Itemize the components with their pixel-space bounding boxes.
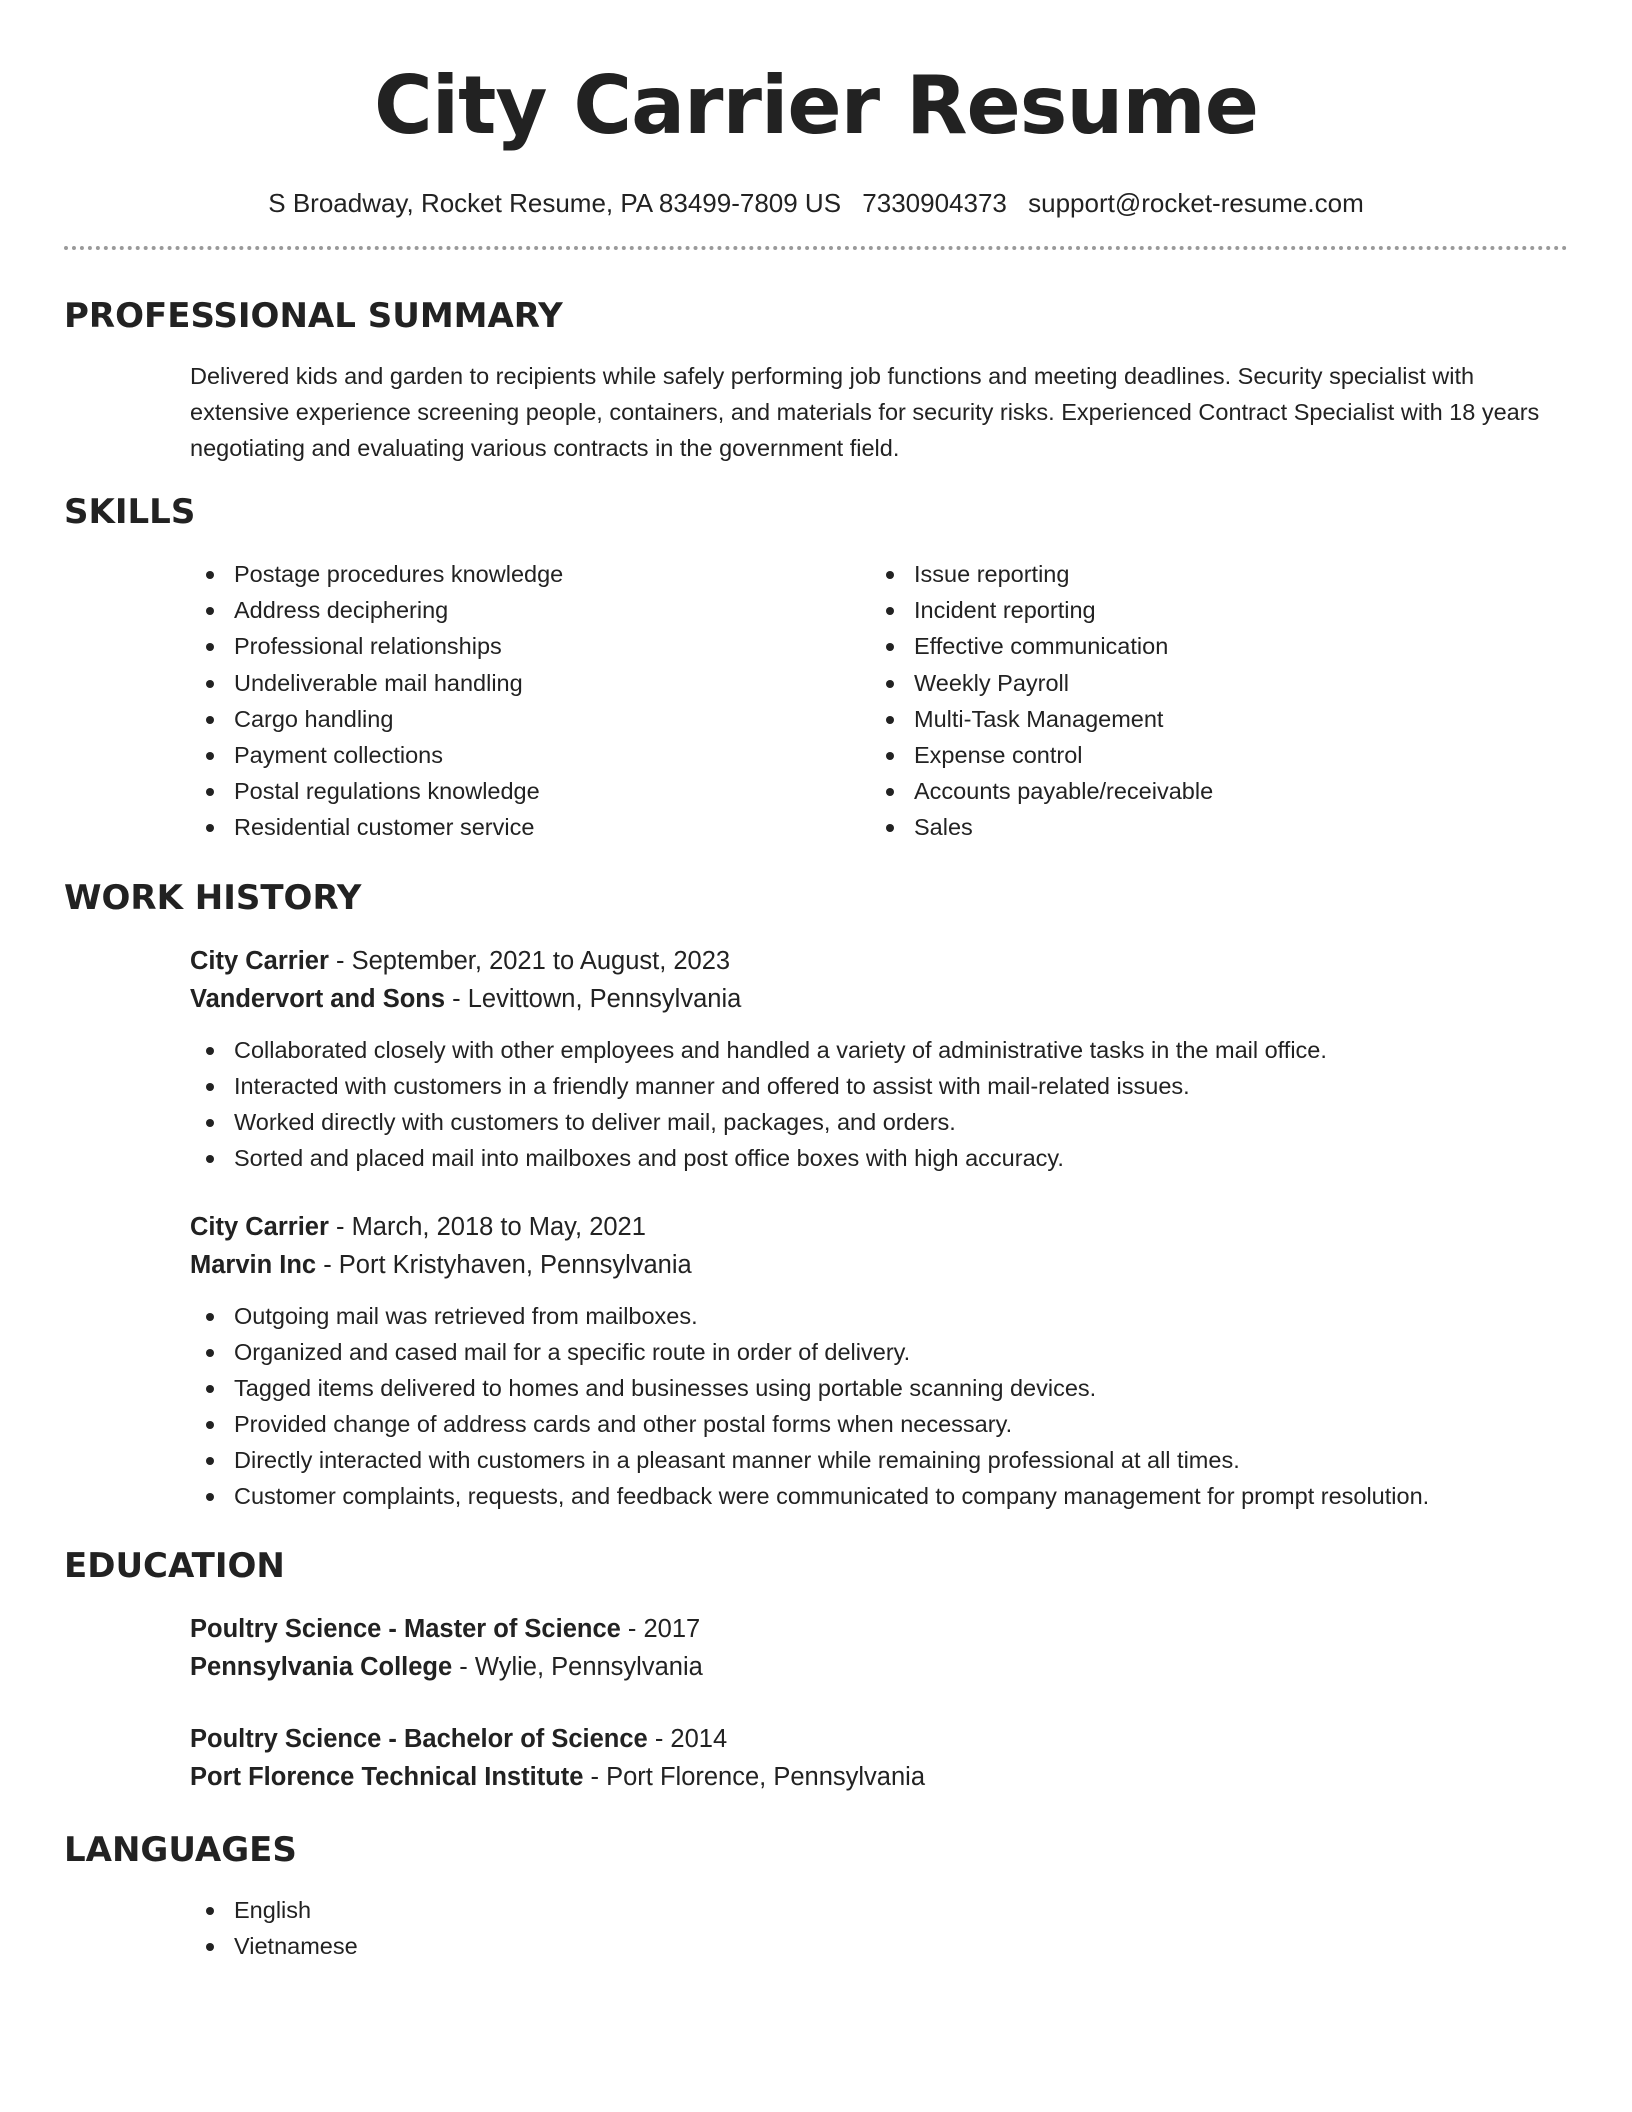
job-duty-item: Interacted with customers in a friendly manner and offered to assist with mail-related issues.: [190, 1068, 1568, 1104]
job-duty-item: Tagged items delivered to homes and businesses using portable scanning devices.: [190, 1370, 1568, 1406]
skill-item: Expense control: [870, 737, 1550, 773]
resume-title: City Carrier Resume: [373, 59, 1258, 152]
job-role-line: [190, 942, 1568, 980]
skill-item: Cargo handling: [190, 701, 870, 737]
skills-column-right: [870, 556, 1550, 846]
job-duties: [190, 1032, 1568, 1176]
languages-list: [190, 1892, 1568, 1964]
skill-item: Issue reporting: [870, 556, 1550, 592]
skill-item: Professional relationships: [190, 628, 870, 664]
resume-page: [64, 0, 1568, 1964]
education-heading: EDUCATION: [64, 1545, 285, 1586]
job-entry: [190, 1208, 1568, 1514]
school: Pennsylvania College: [190, 1652, 453, 1681]
languages-heading: LANGUAGES: [64, 1829, 297, 1870]
skill-item: Incident reporting: [870, 592, 1550, 628]
skill-item: Sales: [870, 809, 1550, 845]
job-duties: [190, 1298, 1568, 1514]
job-duty-item: Provided change of address cards and other postal forms when necessary.: [190, 1406, 1568, 1442]
degree-year: - 2017: [620, 1614, 701, 1643]
skills-heading: SKILLS: [64, 492, 196, 532]
job-entry: [190, 942, 1568, 1176]
contact-address: S Broadway, Rocket Resume, PA 83499-7809 US: [268, 188, 842, 218]
job-duty-item: Sorted and placed mail into mailboxes and post office boxes with high accuracy.: [190, 1140, 1568, 1176]
header-divider: [64, 246, 1568, 250]
job-dates: - September, 2021 to August, 2023: [328, 946, 731, 975]
degree-year: - 2014: [647, 1724, 728, 1753]
skill-item: Postage procedures knowledge: [190, 556, 870, 592]
summary-text: Delivered kids and garden to recipients while safely performing job functions and meeting deadlines. Security specialist with extensive experience screening people, containers, and materials for security risks. Experienced Contract Specialist with 18 years negotiating and evaluating various contracts in the government field.: [190, 363, 1540, 461]
job-duty-item: Directly interacted with customers in a pleasant manner while remaining professional at all times.: [190, 1442, 1568, 1478]
job-role: City Carrier: [190, 946, 329, 975]
job-duty-item: Organized and cased mail for a specific route in order of delivery.: [190, 1334, 1568, 1370]
job-duty-item: Outgoing mail was retrieved from mailboxes.: [190, 1298, 1568, 1334]
language-item: Vietnamese: [190, 1928, 1568, 1964]
education-entry: [190, 1720, 1568, 1796]
degree: Poultry Science - Bachelor of Science: [190, 1724, 648, 1753]
education-entry: [190, 1610, 1568, 1686]
contact-phone: 7330904373: [862, 188, 1007, 218]
skill-item: Undeliverable mail handling: [190, 665, 870, 701]
job-company-line: [190, 980, 1568, 1018]
degree-line: [190, 1610, 1568, 1648]
job-company: Marvin Inc: [190, 1250, 317, 1279]
work-history-heading: WORK HISTORY: [64, 877, 362, 918]
job-location: - Port Kristyhaven, Pennsylvania: [316, 1250, 692, 1279]
skill-item: Effective communication: [870, 628, 1550, 664]
skill-item: Residential customer service: [190, 809, 870, 845]
school-location: - Wylie, Pennsylvania: [452, 1652, 703, 1681]
job-duty-item: Customer complaints, requests, and feedback were communicated to company management for prompt resolution.: [190, 1478, 1568, 1514]
school-line: [190, 1648, 1568, 1686]
job-location: - Levittown, Pennsylvania: [445, 984, 742, 1013]
school-location: - Port Florence, Pennsylvania: [583, 1762, 926, 1791]
skill-item: Multi-Task Management: [870, 701, 1550, 737]
school: Port Florence Technical Institute: [190, 1762, 584, 1791]
skill-item: Payment collections: [190, 737, 870, 773]
contact-email: support@rocket-resume.com: [1028, 188, 1364, 218]
skill-item: Weekly Payroll: [870, 665, 1550, 701]
contact-line: [64, 186, 1568, 220]
skills-list: [190, 556, 1568, 846]
skill-item: Address deciphering: [190, 592, 870, 628]
skills-column-left: [190, 556, 870, 846]
skill-item: Postal regulations knowledge: [190, 773, 870, 809]
job-company-line: [190, 1246, 1568, 1284]
school-line: [190, 1758, 1568, 1796]
job-role-line: [190, 1208, 1568, 1246]
degree: Poultry Science - Master of Science: [190, 1614, 621, 1643]
language-item: English: [190, 1892, 1568, 1928]
job-duty-item: Collaborated closely with other employees and handled a variety of administrative tasks in the mail office.: [190, 1032, 1568, 1068]
job-role: City Carrier: [190, 1212, 329, 1241]
job-company: Vandervort and Sons: [190, 984, 446, 1013]
job-dates: - March, 2018 to May, 2021: [328, 1212, 646, 1241]
summary-heading: PROFESSIONAL SUMMARY: [64, 296, 563, 336]
degree-line: [190, 1720, 1568, 1758]
skill-item: Accounts payable/receivable: [870, 773, 1550, 809]
job-duty-item: Worked directly with customers to deliver mail, packages, and orders.: [190, 1104, 1568, 1140]
